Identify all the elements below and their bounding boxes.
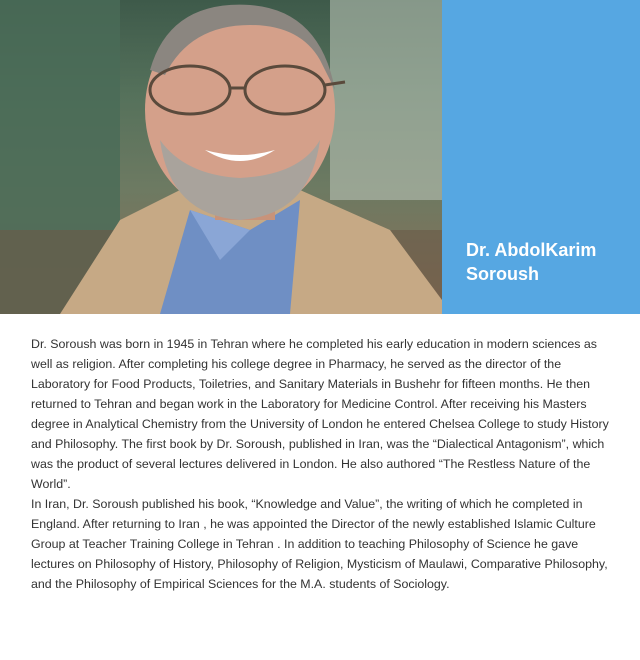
name-panel <box>442 0 640 314</box>
portrait-photo <box>0 0 442 314</box>
person-name-line2: Soroush <box>466 264 540 284</box>
portrait-illustration-icon <box>0 0 442 314</box>
bio-paragraph-2: In Iran, Dr. Soroush published his book, “Knowledge and Value”, the writing of which he completed in England. After returning to Iran , he was appointed the Director of the newly established Islamic Culture Group at Teacher Training College in Tehran . In addition to teaching Philosophy of Science he gave lectures on Philosophy of History, Philosophy of Religion, Mysticism of Maulawi, Comparative Philosophy, and the Philosophy of Empirical Sciences for the M.A. students of Sociology. <box>31 497 608 591</box>
person-name-line1: Dr. AbdolKarim <box>466 240 597 260</box>
bio-paragraph-1: Dr. Soroush was born in 1945 in Tehran where he completed his early education in modern sciences as well as religion. After completing his college degree in Pharmacy, he served as the director of the Laboratory for Food Products, Toiletries, and Sanitary Materials in Bushehr for fifteen months. He then returned to Tehran and began work in the Laboratory for Medicine Control. After receiving his Masters degree in Analytical Chemistry from the University of London he entered Chelsea College to study History and Philosophy. The first book by Dr. Soroush, published in Iran, was the “Dialectical Antagonism”, which was the product of several lectures delivered in London. He also authored “The Restless Nature of the World”. <box>31 337 609 491</box>
profile-header <box>0 0 640 314</box>
person-name <box>466 238 636 286</box>
biography <box>31 334 611 594</box>
